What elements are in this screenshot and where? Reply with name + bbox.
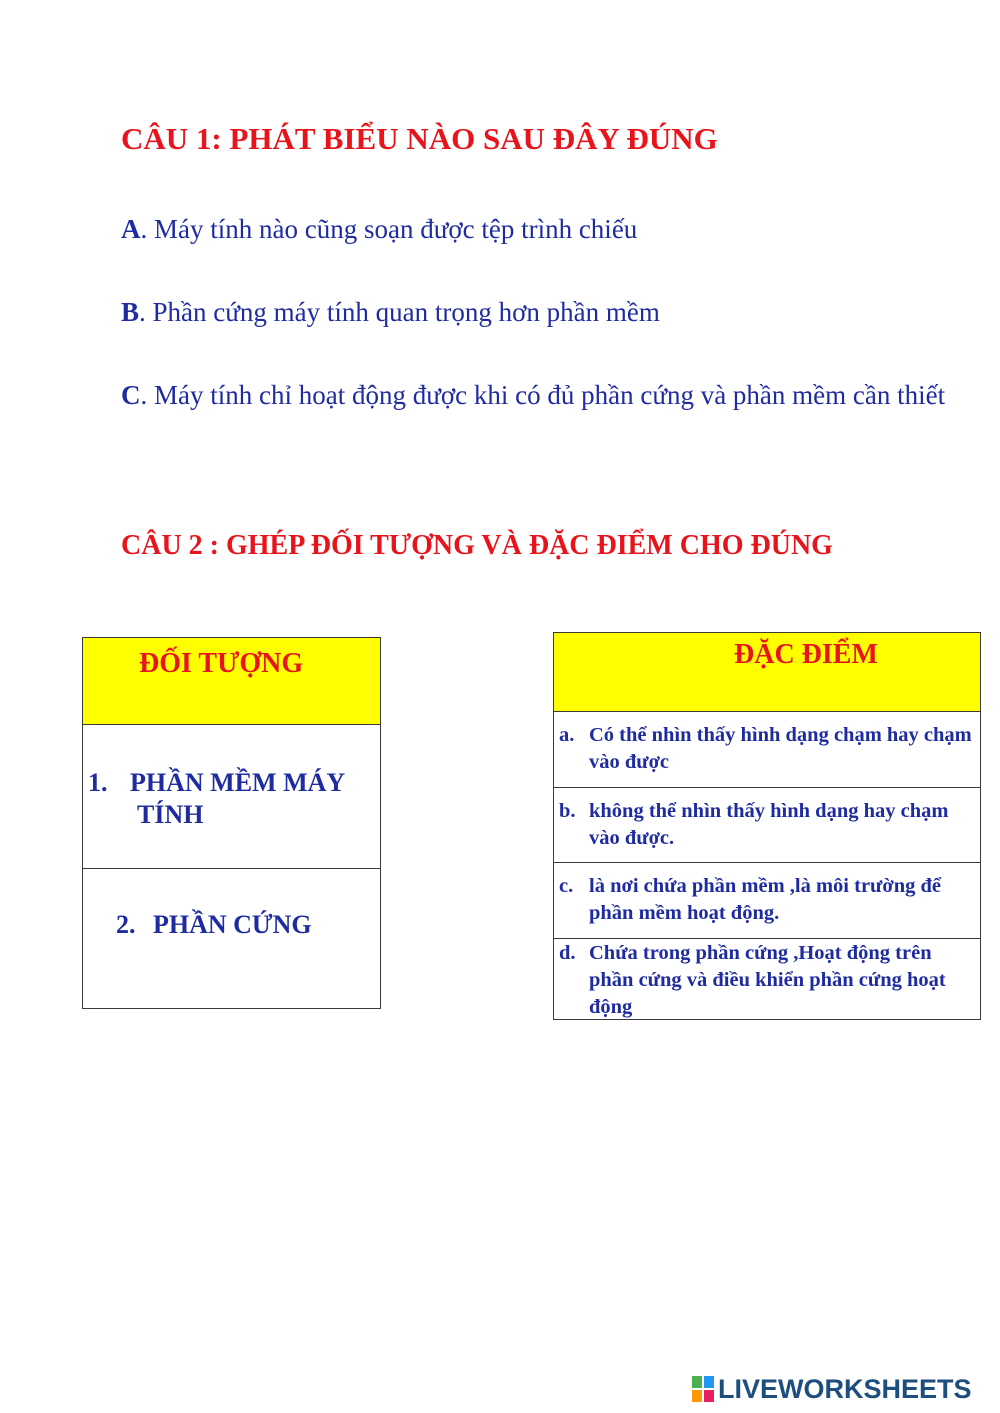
feature-item-content xyxy=(559,722,974,776)
object-item-2[interactable] xyxy=(83,868,380,1010)
liveworksheets-logo-text: LIVEWORKSHEETS xyxy=(718,1373,972,1404)
feature-item-content xyxy=(559,798,974,852)
object-item-label: PHẦN CỨNG xyxy=(153,910,312,939)
object-item-label-line2: TÍNH xyxy=(137,800,204,829)
objects-header: ĐỐI TƯỢNG xyxy=(139,648,304,679)
question-1-option-c[interactable] xyxy=(121,360,951,430)
objects-header-cell xyxy=(83,638,380,724)
feature-item-d[interactable] xyxy=(554,938,980,1021)
features-header: ĐẶC ĐIỂM xyxy=(734,639,878,670)
feature-item-b[interactable] xyxy=(554,787,980,862)
badge-cell xyxy=(692,1390,702,1402)
object-item-1[interactable] xyxy=(83,724,380,868)
option-text: . Máy tính chỉ hoạt động được khi có đủ phần cứng và phần mềm cần thiết xyxy=(140,380,946,410)
object-item-label-line1: PHẦN MỀM MÁY xyxy=(130,768,346,797)
feature-item-text: Chứa trong phần cứng ,Hoạt động trên phần cứng và điều khiển phần cứng hoạt động xyxy=(589,942,946,1018)
question-1-title: CÂU 1: PHÁT BIỂU NÀO SAU ĐÂY ĐÚNG xyxy=(121,121,718,156)
feature-item-mark: c. xyxy=(559,875,574,897)
option-letter: C xyxy=(121,380,141,410)
question-1-option-b[interactable] xyxy=(121,277,951,347)
object-item-number: 2. xyxy=(116,910,136,939)
badge-cell xyxy=(692,1376,702,1388)
question-2-title: CÂU 2 : GHÉP ĐỐI TƯỢNG VÀ ĐẶC ĐIỂM CHO ĐÚNG xyxy=(121,530,833,561)
features-header-cell xyxy=(554,633,980,711)
feature-item-mark: a. xyxy=(559,724,575,746)
feature-item-mark: b. xyxy=(559,800,576,822)
question-1-option-a[interactable] xyxy=(121,194,951,264)
feature-item-text: Có thể nhìn thấy hình dạng chạm hay chạm vào được xyxy=(589,724,972,773)
option-text: . Máy tính nào cũng soạn được tệp trình chiếu xyxy=(140,214,638,244)
badge-cell xyxy=(704,1390,714,1402)
liveworksheets-badge-icon xyxy=(692,1376,714,1402)
feature-item-content xyxy=(559,940,974,1021)
features-table xyxy=(553,632,981,1020)
object-item-number: 1. xyxy=(88,768,108,797)
feature-item-c[interactable] xyxy=(554,862,980,938)
option-text: . Phần cứng máy tính quan trọng hơn phần mềm xyxy=(139,297,660,327)
feature-item-text: là nơi chứa phần mềm ,là môi trường để phần mềm hoạt động. xyxy=(589,875,941,924)
option-letter: A xyxy=(121,214,141,244)
badge-cell xyxy=(704,1376,714,1388)
option-letter: B xyxy=(121,297,140,327)
feature-item-mark: d. xyxy=(559,942,576,964)
liveworksheets-logo xyxy=(692,1374,972,1404)
objects-table xyxy=(82,637,381,1009)
feature-item-content xyxy=(559,873,974,927)
feature-item-a[interactable] xyxy=(554,711,980,787)
feature-item-text: không thể nhìn thấy hình dạng hay chạm vào được. xyxy=(589,800,949,849)
